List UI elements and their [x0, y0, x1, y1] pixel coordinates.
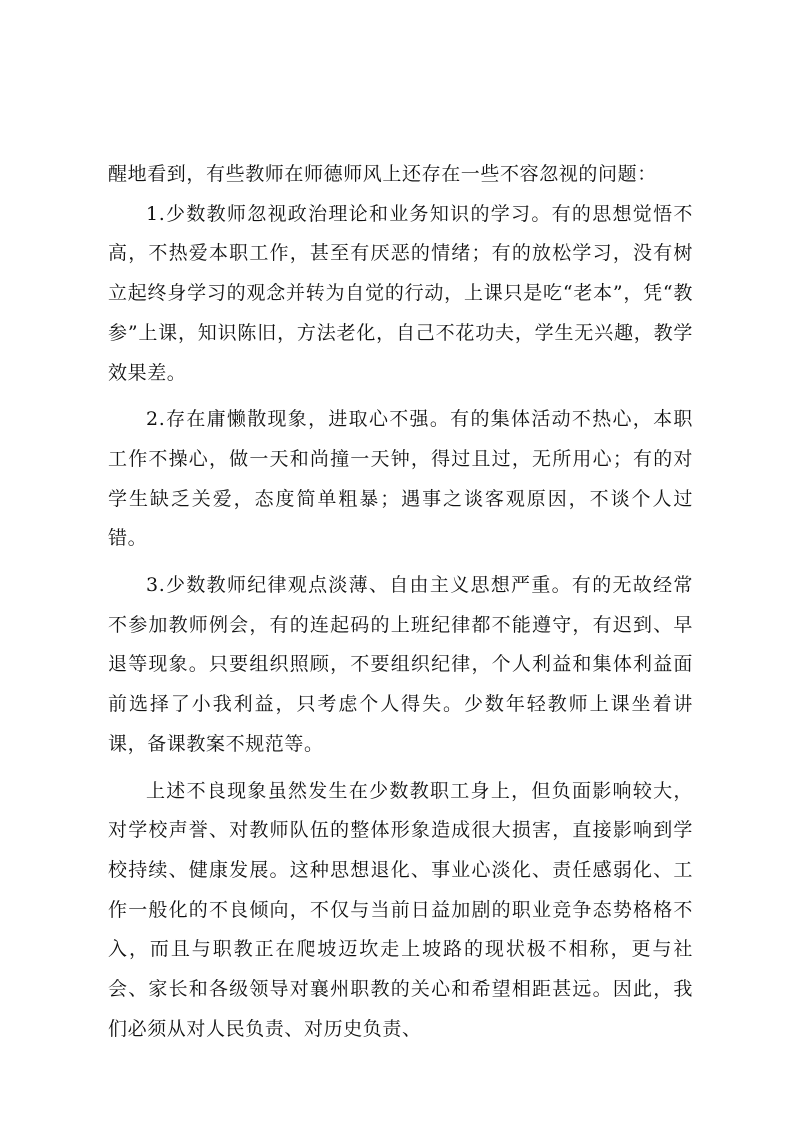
paragraph-issue-3: 3.少数教师纪律观点淡薄、自由主义思想严重。有的无故经常不参加教师例会，有的连起码的上班纪律都不能遵守，有迟到、早退等现象。只要组织照顾，不要组织纪律，个人利益和集体利益面前选择了小我利益，只考虑个人得失。少数年轻教师上课坐着讲课，备课教案不规范等。	[108, 574, 693, 755]
paragraph-issue-1: 1.少数教师忽视政治理论和业务知识的学习。有的思想觉悟不高，不热爱本职工作，甚至有厌恶的情绪；有的放松学习，没有树立起终身学习的观念并转为自觉的行动，上课只是吃“老本”，凭“教参”上课，知识陈旧，方法老化，自己不花功夫，学生无兴趣，教学效果差。	[108, 202, 693, 384]
paragraph-intro: 醒地看到，有些教师在师德师风上还存在一些不容忽视的问题：	[108, 163, 657, 185]
paragraph-issue-2: 2.存在庸懒散现象，进取心不强。有的集体活动不热心，本职工作不操心，做一天和尚撞一天钟，得过且过，无所用心；有的对学生缺乏关爱，态度简单粗暴；遇事之谈客观原因，不谈个人过错。	[108, 408, 693, 550]
paragraph-conclusion: 上述不良现象虽然发生在少数教职工身上，但负面影响较大，对学校声誉、对教师队伍的整体形象造成很大损害，直接影响到学校持续、健康发展。这种思想退化、事业心淡化、责任感弱化、工作一般化的不良倾向，不仅与当前日益加剧的职业竞争态势格格不入，而且与职教正在爬坡迈坎走上坡路的现状极不相称，更与社会、家长和各级领导对襄州职教的关心和希望相距甚远。因此，我们必须从对人民负责、对历史负责、	[108, 779, 693, 1040]
document-body	[108, 155, 693, 1049]
